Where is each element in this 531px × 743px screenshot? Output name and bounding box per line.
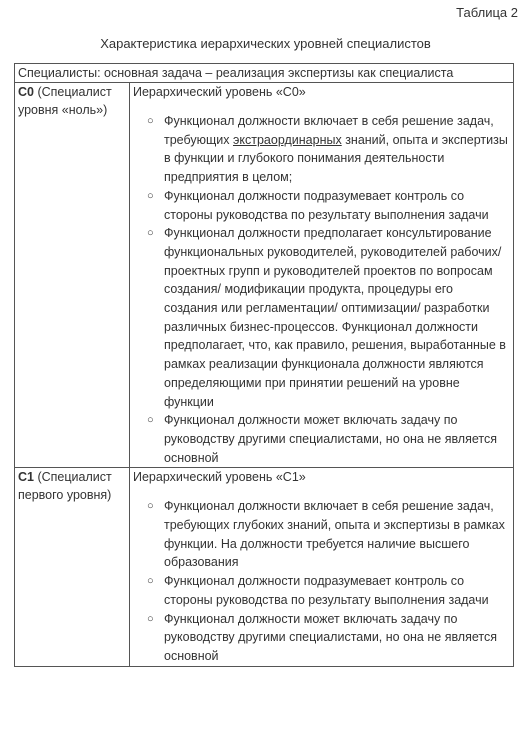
list-item [147, 610, 510, 666]
list-item [147, 572, 510, 609]
list-item [147, 224, 510, 411]
list-item [147, 497, 510, 572]
level-description-cell-c0 [130, 83, 514, 468]
list-item [147, 112, 510, 187]
circle-bullet-icon: ○ [147, 115, 154, 127]
list-item-text: Функционал должности может включать задачу по руководству другими специалистами, но она не является основной [164, 611, 498, 663]
list-item-text: Функционал должности может включать задачу по руководству другими специалистами, но она не является основной [164, 413, 498, 465]
level-heading: Иерархический уровень «С1» [133, 470, 306, 485]
level-code: С1 [18, 470, 34, 485]
table-row-c0 [15, 83, 514, 468]
level-name-cell-c0 [15, 83, 130, 468]
circle-bullet-icon: ○ [147, 189, 154, 202]
table-header-cell: Специалисты: основная задача – реализация экспертизы как специалиста [15, 64, 514, 83]
circle-bullet-icon: ○ [147, 414, 154, 427]
list-item [147, 187, 510, 224]
table-row-c1 [15, 468, 514, 666]
level-description-cell-c1 [130, 468, 514, 666]
duties-list [133, 497, 510, 665]
list-item-text: Функционал должности подразумевает контроль со стороны руководства по результату выполнения задачи [164, 188, 489, 222]
list-item-text: Функционал должности предполагает консультирование функциональных руководителей, руководителей рабочих/ проектных групп и руководителей проектов по вопросам создания/ модификации продукта, процедуры его создания или регламентации/ оптимизации/ разработки различных бизнес-процессов. Функционал должности предполагает, что, как правило, решения, выработанные в рамках реализации функционала должности являются определяющими при принятии решений на уровне функции [164, 226, 506, 409]
table-header-row [15, 64, 514, 83]
list-item-text: Функционал должности включает в себя решение задач, требующих глубоких знаний, опыта и экспертизы в рамках функции. На должности требуется наличие высшего образования [164, 499, 505, 570]
table-caption: Характеристика иерархических уровней специалистов [100, 36, 431, 51]
circle-bullet-icon: ○ [147, 612, 154, 625]
circle-bullet-icon: ○ [147, 227, 154, 240]
underlined-term: экстраординарных [233, 132, 342, 147]
table-number: Таблица 2 [456, 5, 518, 20]
list-item-text: Функционал должности подразумевает контроль со стороны руководства по результату выполнения задачи [164, 574, 489, 607]
list-item-text: Функционал должности включает в себя решение задач, требующих [164, 114, 494, 147]
level-name: (Специалист первого уровня) [18, 470, 112, 503]
level-heading: Иерархический уровень «С0» [133, 85, 306, 99]
circle-bullet-icon: ○ [147, 575, 154, 588]
level-code: С0 [18, 85, 34, 99]
level-name: (Специалист уровня «ноль») [18, 85, 112, 117]
level-name-cell-c1 [15, 468, 130, 666]
list-item-text: знаний, опыта и экспертизы в функции и глубокого понимания деятельности предприятия в целом; [164, 132, 508, 185]
specialist-levels-table [14, 63, 514, 667]
duties-list [133, 112, 510, 467]
list-item [147, 411, 510, 467]
circle-bullet-icon: ○ [147, 500, 154, 513]
